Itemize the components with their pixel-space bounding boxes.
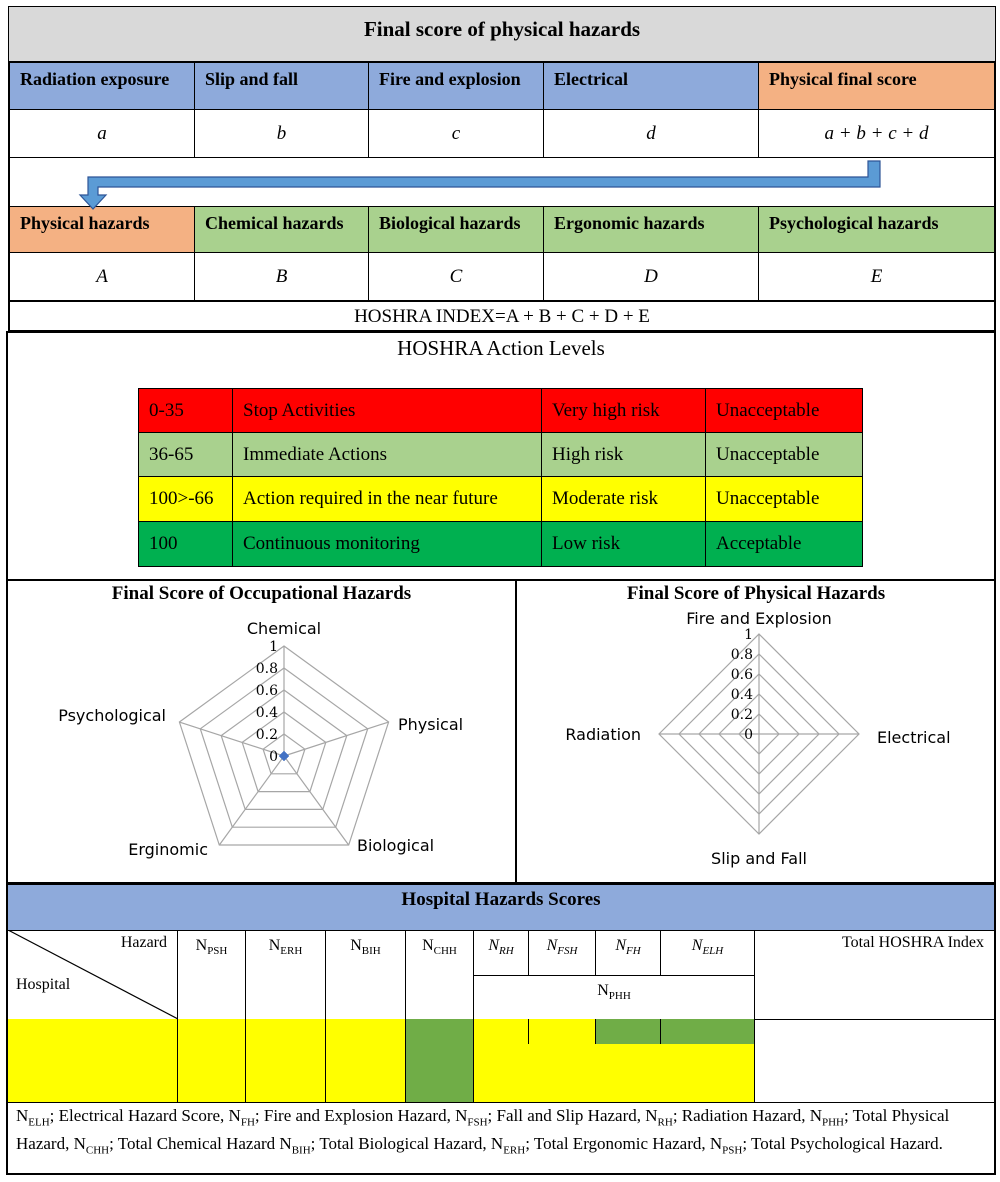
footnote-symbol: N xyxy=(809,1106,822,1125)
col-total-hoshra: Total HOSHRA Index xyxy=(754,930,994,1020)
tick-label: 0 xyxy=(744,727,753,743)
level-row-2-risk: High risk xyxy=(541,432,706,477)
value-d: d xyxy=(543,109,759,158)
hospital-cell xyxy=(8,1019,178,1103)
header-radiation-exposure: Radiation exposure xyxy=(9,62,195,110)
footnote-symbol: N xyxy=(490,1134,504,1154)
tick-label: 1 xyxy=(269,639,278,655)
nelh-cell xyxy=(660,1019,755,1045)
footnote-text: ; Fall and Slip Hazard, xyxy=(487,1106,646,1125)
level-row-1-range: 0-35 xyxy=(138,388,233,433)
footnote-symbol: N xyxy=(455,1106,468,1125)
nerh-cell xyxy=(245,1019,326,1103)
footnote-subscript: FSH xyxy=(467,1116,488,1129)
col-nfh: $N_{FH}$ xyxy=(595,930,661,976)
footnote-text: ; Total Biological Hazard, xyxy=(310,1134,491,1154)
footnote-text: ; Electrical Hazard Score, xyxy=(49,1106,229,1125)
value-D: D xyxy=(543,252,759,301)
value-c: c xyxy=(368,109,544,158)
axis-label: Chemical xyxy=(246,619,322,638)
header-fire-and-explosion: Fire and explosion xyxy=(368,62,544,110)
hospital-label: Hospital xyxy=(16,976,71,993)
tick-label: 0.2 xyxy=(730,707,753,723)
level-row-3-risk: Moderate risk xyxy=(541,476,706,522)
header-electrical: Electrical xyxy=(543,62,759,110)
col-npsh: $N_{PSH}$ xyxy=(177,930,246,1020)
footnote-subscript: RH xyxy=(657,1116,673,1129)
tick-label: 0.8 xyxy=(730,647,753,663)
axis-label: Erginomic xyxy=(128,840,208,859)
level-row-3-acceptability: Unacceptable xyxy=(705,476,863,522)
header-physical-hazards: Physical hazards xyxy=(9,206,195,253)
footnote-subscript: PHH xyxy=(822,1116,845,1129)
tick-label: 0.4 xyxy=(255,705,278,721)
tick-label: 0.2 xyxy=(255,727,278,743)
col-nchh: $N_{CHH}$ xyxy=(405,930,474,1020)
header-psychological-hazards: Psychological hazards xyxy=(758,206,995,253)
value-B: B xyxy=(194,252,369,301)
value-a: a xyxy=(9,109,195,158)
footnote-symbol: N xyxy=(16,1106,29,1125)
value-b: b xyxy=(194,109,369,158)
footnote-text: ; Radiation Hazard, xyxy=(672,1106,810,1125)
value-sum: a + b + c + d xyxy=(758,109,995,158)
nfsh-cell xyxy=(528,1019,596,1045)
header-biological-hazards: Biological hazards xyxy=(368,206,544,253)
spoke-line xyxy=(219,756,284,845)
axis-label: Physical xyxy=(398,715,464,734)
level-row-2-action: Immediate Actions xyxy=(232,432,542,477)
occupational-chart-title: Final Score of Occupational Hazards xyxy=(111,583,412,604)
value-A: A xyxy=(9,252,195,301)
hazard-label: Hazard xyxy=(120,934,167,951)
col-nrh: $N_{RH}$ xyxy=(473,930,529,976)
tick-label: 0.4 xyxy=(730,687,753,703)
nfh-cell xyxy=(595,1019,661,1045)
col-nerh: $N_{ERH}$ xyxy=(245,930,326,1020)
axis-label: Psychological xyxy=(58,706,166,725)
level-row-1-risk: Very high risk xyxy=(541,388,706,433)
level-row-4-acceptability: Acceptable xyxy=(705,521,863,567)
col-nbih: $N_{BIH}$ xyxy=(325,930,406,1020)
header-ergonomic-hazards: Ergonomic hazards xyxy=(543,206,759,253)
footnote-text: ; Total Psychological Hazard. xyxy=(742,1134,943,1154)
col-nelh: $N_{ELH}$ xyxy=(660,930,755,976)
total-hoshra-cell xyxy=(754,1019,994,1103)
footnote-text: ; Total Chemical Hazard xyxy=(109,1134,280,1154)
footnote-symbol: N xyxy=(279,1134,292,1154)
occupational-radar-chart xyxy=(8,606,515,882)
action-levels-table xyxy=(138,388,863,568)
action-levels-title: HOSHRA Action Levels xyxy=(397,335,605,360)
tick-label: 0.6 xyxy=(255,683,278,699)
value-E: E xyxy=(758,252,995,301)
tick-label: 0.8 xyxy=(255,661,278,677)
footnote-subscript: ELH xyxy=(28,1116,50,1129)
footnote-subscript: PSH xyxy=(722,1144,743,1157)
nchh-cell xyxy=(405,1019,474,1103)
footnote-text: ; Fire and Explosion Hazard, xyxy=(254,1106,456,1125)
footnote-symbol: N xyxy=(709,1134,723,1154)
header-chemical-hazards: Chemical hazards xyxy=(194,206,369,253)
connector-arrow-icon xyxy=(0,155,1000,215)
axis-label: Slip and Fall xyxy=(711,849,807,868)
footnote-symbol: N xyxy=(645,1106,658,1125)
footnote-text: ; Total Physical Hazard, xyxy=(16,1106,950,1154)
level-row-4-risk: Low risk xyxy=(541,521,706,567)
spoke-line xyxy=(284,722,389,756)
footnote-text: ; Total Ergonomic Hazard, xyxy=(525,1134,710,1154)
abbreviation-footnote xyxy=(16,1105,988,1162)
footnote-symbol: N xyxy=(73,1134,86,1154)
header-slip-and-fall: Slip and fall xyxy=(194,62,369,110)
tick-label: 0.6 xyxy=(730,667,753,683)
footnote-symbol: N xyxy=(228,1106,241,1125)
scores-title-bar: Hospital Hazards Scores xyxy=(6,883,996,931)
level-row-2-range: 36-65 xyxy=(138,432,233,477)
axis-label: Biological xyxy=(357,836,435,855)
nrh-cell xyxy=(473,1019,529,1045)
axis-label: Fire and Explosion xyxy=(686,609,832,628)
level-row-3-range: 100>-66 xyxy=(138,476,233,522)
level-row-2-acceptability: Unacceptable xyxy=(705,432,863,477)
axis-label: Electrical xyxy=(877,728,951,747)
hoshra-index-formula: HOSHRA INDEX=A + B + C + D + E xyxy=(9,301,995,331)
value-C: C xyxy=(368,252,544,301)
nbih-cell xyxy=(325,1019,406,1103)
npsh-cell xyxy=(177,1019,246,1103)
col-nfsh: $N_{FSH}$ xyxy=(528,930,596,976)
physical-chart-title: Final Score of Physical Hazards xyxy=(626,583,886,604)
footnote-subscript: ERH xyxy=(503,1144,526,1157)
footnote-subscript: CHH xyxy=(85,1144,110,1157)
axis-label: Radiation xyxy=(565,725,641,744)
hazard-hospital-corner xyxy=(8,930,178,1020)
level-row-3-action: Action required in the near future xyxy=(232,476,542,522)
level-row-4-range: 100 xyxy=(138,521,233,567)
footnote-subscript: BIH xyxy=(291,1144,311,1157)
physical-hazards-title: Final score of physical hazards xyxy=(9,7,995,62)
spoke-line xyxy=(284,756,349,845)
footnote-subscript: FH xyxy=(240,1116,255,1129)
level-row-1-acceptability: Unacceptable xyxy=(705,388,863,433)
physical-radar-chart xyxy=(517,606,995,882)
tick-label: 0 xyxy=(269,749,278,765)
tick-label: 1 xyxy=(744,627,753,643)
header-physical-final-score: Physical final score xyxy=(758,62,995,110)
data-point xyxy=(279,751,289,761)
col-nphh: $N_{PHH}$ xyxy=(473,975,755,1020)
level-row-4-action: Continuous monitoring xyxy=(232,521,542,567)
nphh-cell xyxy=(473,1044,755,1103)
level-row-1-action: Stop Activities xyxy=(232,388,542,433)
